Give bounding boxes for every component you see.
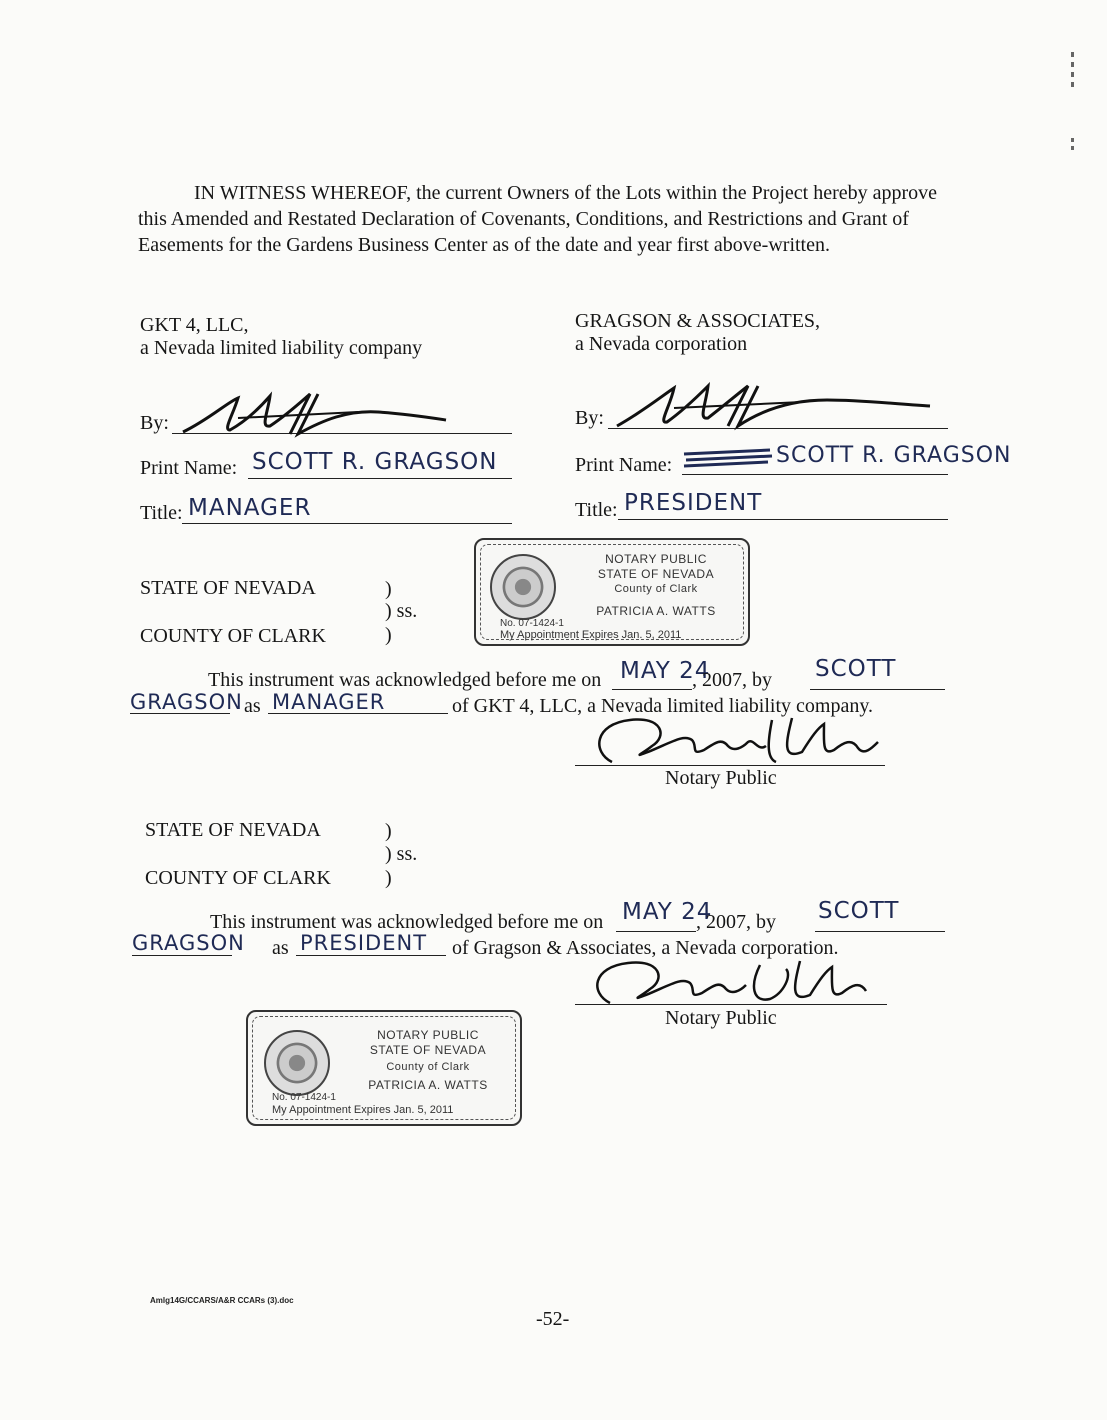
ack1-notary-label: Notary Public — [665, 767, 777, 789]
ack2-text-c: of Gragson & Associates, a Nevada corporation. — [452, 937, 839, 959]
ack1-county: COUNTY OF CLARK — [140, 625, 326, 647]
nevada-seal-icon — [264, 1030, 330, 1096]
ack2-ss: ) ss. — [385, 843, 418, 865]
notary2-signature — [570, 955, 870, 1011]
ack2-last-name: GRAGSON — [132, 931, 245, 955]
ack1-as: as — [244, 695, 261, 717]
ack2-county: COUNTY OF CLARK — [145, 867, 331, 889]
ack2-last-name-line — [132, 955, 232, 956]
witness-paragraph: IN WITNESS WHEREOF, the current Owners of the Lots within the Project hereby approve this Amended and Restated Declaration of Covenants, Conditions, and Restrictions and Grant of Easements for the Gardens Business Center as of the date and year first above-written. — [138, 182, 938, 256]
margin-mark — [1071, 138, 1074, 154]
ack1-name-line — [810, 689, 945, 690]
left-party-type: a Nevada limited liability company — [140, 337, 423, 359]
stamp-line2: STATE OF NEVADA — [369, 1043, 487, 1057]
ack1-text-c: of GKT 4, LLC, a Nevada limited liability company. — [452, 695, 874, 717]
ack2-role-line — [296, 955, 446, 956]
stamp-number: No. 07-1424-1 — [500, 618, 564, 629]
ack1-last-name-line — [130, 713, 230, 714]
ack1-role: MANAGER — [272, 690, 386, 714]
footer-file-ref: Amlg14G/CCARS/A&R CCARs (3).doc — [150, 1296, 294, 1305]
left-print-name-label: Print Name: — [140, 457, 238, 479]
left-signature — [178, 390, 448, 440]
ack1-date-line — [612, 689, 692, 690]
stamp-line4: PATRICIA A. WATTS — [596, 604, 716, 618]
notary-stamp — [474, 538, 750, 646]
ack1-paren-bottom: ) — [385, 624, 392, 646]
left-by-label: By: — [140, 412, 169, 434]
ack2-notary-label: Notary Public — [665, 1007, 777, 1029]
ack1-role-line — [268, 713, 448, 714]
notary1-signature — [572, 712, 882, 770]
stamp-expires: My Appointment Expires Jan. 5, 2011 — [500, 629, 682, 641]
ack2-text-b: , 2007, by — [696, 911, 776, 933]
page-number: -52- — [536, 1308, 570, 1330]
right-party-name: GRAGSON & ASSOCIATES, — [575, 310, 821, 332]
left-print-name-value: SCOTT R. GRAGSON — [252, 449, 498, 475]
stamp-line1: NOTARY PUBLIC — [377, 1028, 479, 1042]
stamp-line2: STATE OF NEVADA — [597, 567, 715, 581]
left-title-line — [182, 523, 512, 524]
right-by-label: By: — [575, 407, 604, 429]
ack2-name-line — [815, 931, 945, 932]
ack2-state: STATE OF NEVADA — [145, 819, 321, 841]
ack2-first-name: SCOTT — [818, 898, 900, 924]
ack2-paren-top: ) — [385, 820, 392, 842]
ack1-ss: ) ss. — [385, 600, 418, 622]
ack1-text-b: , 2007, by — [692, 669, 772, 691]
ack2-text-a: This instrument was acknowledged before me on — [210, 911, 604, 933]
right-print-name-value: SCOTT R. GRAGSON — [776, 443, 1012, 468]
right-print-name-label: Print Name: — [575, 454, 673, 476]
stamp-line1: NOTARY PUBLIC — [605, 552, 707, 566]
ack1-first-name: SCOTT — [815, 656, 897, 682]
ack2-role: PRESIDENT — [300, 931, 428, 955]
right-title-line — [618, 519, 948, 520]
ack1-text-a: This instrument was acknowledged before me on — [208, 669, 602, 691]
nevada-seal-icon — [490, 554, 556, 620]
ack2-as: as — [272, 937, 289, 959]
left-title-value: MANAGER — [188, 495, 312, 521]
stamp-line3: County of Clark — [614, 583, 698, 595]
margin-mark — [1071, 52, 1074, 92]
right-signature — [612, 382, 932, 432]
right-title-label: Title: — [575, 499, 618, 521]
stamp-expires: My Appointment Expires Jan. 5, 2011 — [272, 1104, 454, 1116]
right-title-value: PRESIDENT — [624, 490, 763, 516]
right-party-type: a Nevada corporation — [575, 333, 748, 355]
ack2-paren-bottom: ) — [385, 867, 392, 889]
struck-text — [680, 444, 776, 474]
notary-stamp — [246, 1010, 522, 1126]
left-party-name: GKT 4, LLC, — [140, 314, 249, 336]
right-print-name-line — [682, 474, 948, 475]
ack1-last-name: GRAGSON — [130, 690, 243, 714]
ack1-paren-top: ) — [385, 578, 392, 600]
stamp-line4: PATRICIA A. WATTS — [368, 1078, 488, 1092]
stamp-line3: County of Clark — [386, 1061, 470, 1073]
left-print-name-line — [248, 478, 512, 479]
ack2-date-line — [616, 931, 696, 932]
ack1-date: MAY 24 — [620, 658, 711, 684]
stamp-number: No. 07-1424-1 — [272, 1092, 336, 1103]
ack2-date: MAY 24 — [622, 899, 713, 925]
ack1-state: STATE OF NEVADA — [140, 577, 316, 599]
left-title-label: Title: — [140, 502, 183, 524]
